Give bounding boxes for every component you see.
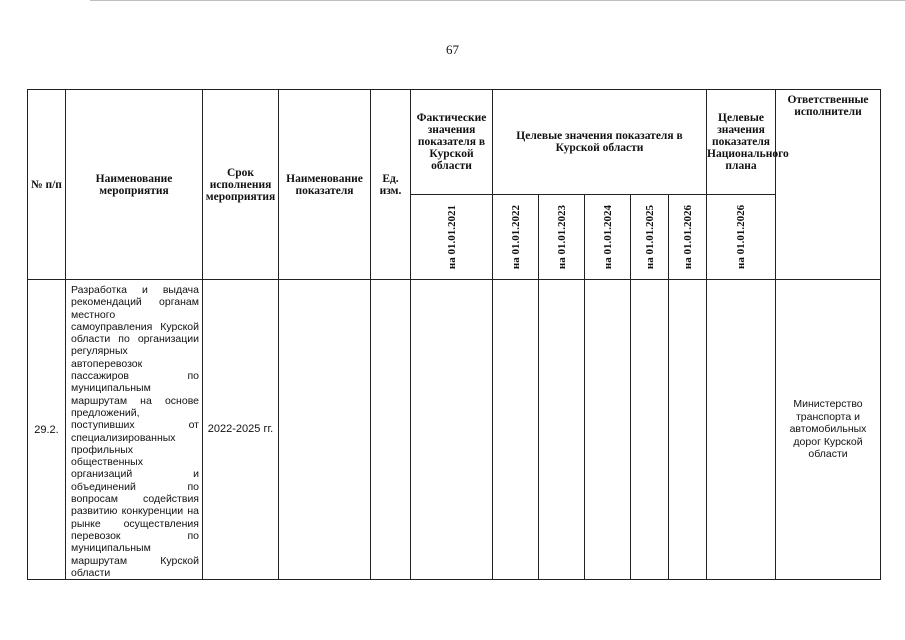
date-header-2025: на 01.01.2025 — [631, 195, 669, 280]
cell-2022 — [493, 280, 539, 580]
header-indicator: Наименование показателя — [279, 90, 371, 280]
table-row — [28, 280, 881, 580]
cell-2026 — [669, 280, 707, 580]
header-target-national: Целевые значения показателя Национального плана — [707, 90, 776, 195]
header-term: Срок исполнения мероприятия — [203, 90, 279, 280]
cell-2025 — [631, 280, 669, 580]
cell-2024 — [585, 280, 631, 580]
date-header-national: на 01.01.2026 — [707, 195, 776, 280]
row-number: 29.2. — [28, 280, 66, 580]
row-term: 2022-2025 гг. — [203, 280, 279, 580]
cell-actual — [411, 280, 493, 580]
page-number: 67 — [446, 42, 459, 57]
date-header-2022: на 01.01.2022 — [493, 195, 539, 280]
row-responsible: Министерство транспорта и автомобильных дорог Курской области — [776, 280, 881, 580]
header-actual: Фактические значения показателя в Курской области — [411, 90, 493, 195]
header-unit: Ед. изм. — [371, 90, 411, 280]
header-name: Наименование мероприятия — [66, 90, 203, 280]
header-num: № п/п — [28, 90, 66, 280]
date-header-2024: на 01.01.2024 — [585, 195, 631, 280]
cell-2023 — [539, 280, 585, 580]
measures-table — [27, 89, 881, 580]
date-header-2026: на 01.01.2026 — [669, 195, 707, 280]
header-target-region: Целевые значения показателя в Курской области — [493, 90, 707, 195]
row-indicator — [279, 280, 371, 580]
header-row-1 — [28, 90, 881, 195]
row-unit — [371, 280, 411, 580]
row-measure-name: Разработка и выдача рекомендаций органам местного самоуправления Курской области по организации регулярных автоперевозок пассажиров по муниципальным маршрутам на основе предложений, поступивших от специализированных профильных общественных организаций и объединений по вопросам содействия развитию конкуренции на рынке осуществления перевозок по муниципальным маршрутам Курской области — [66, 280, 203, 580]
cell-national — [707, 280, 776, 580]
date-header-2023: на 01.01.2023 — [539, 195, 585, 280]
top-border-line — [90, 0, 905, 1]
date-header-actual: на 01.01.2021 — [411, 195, 493, 280]
header-responsible: Ответственные исполнители — [776, 90, 881, 280]
